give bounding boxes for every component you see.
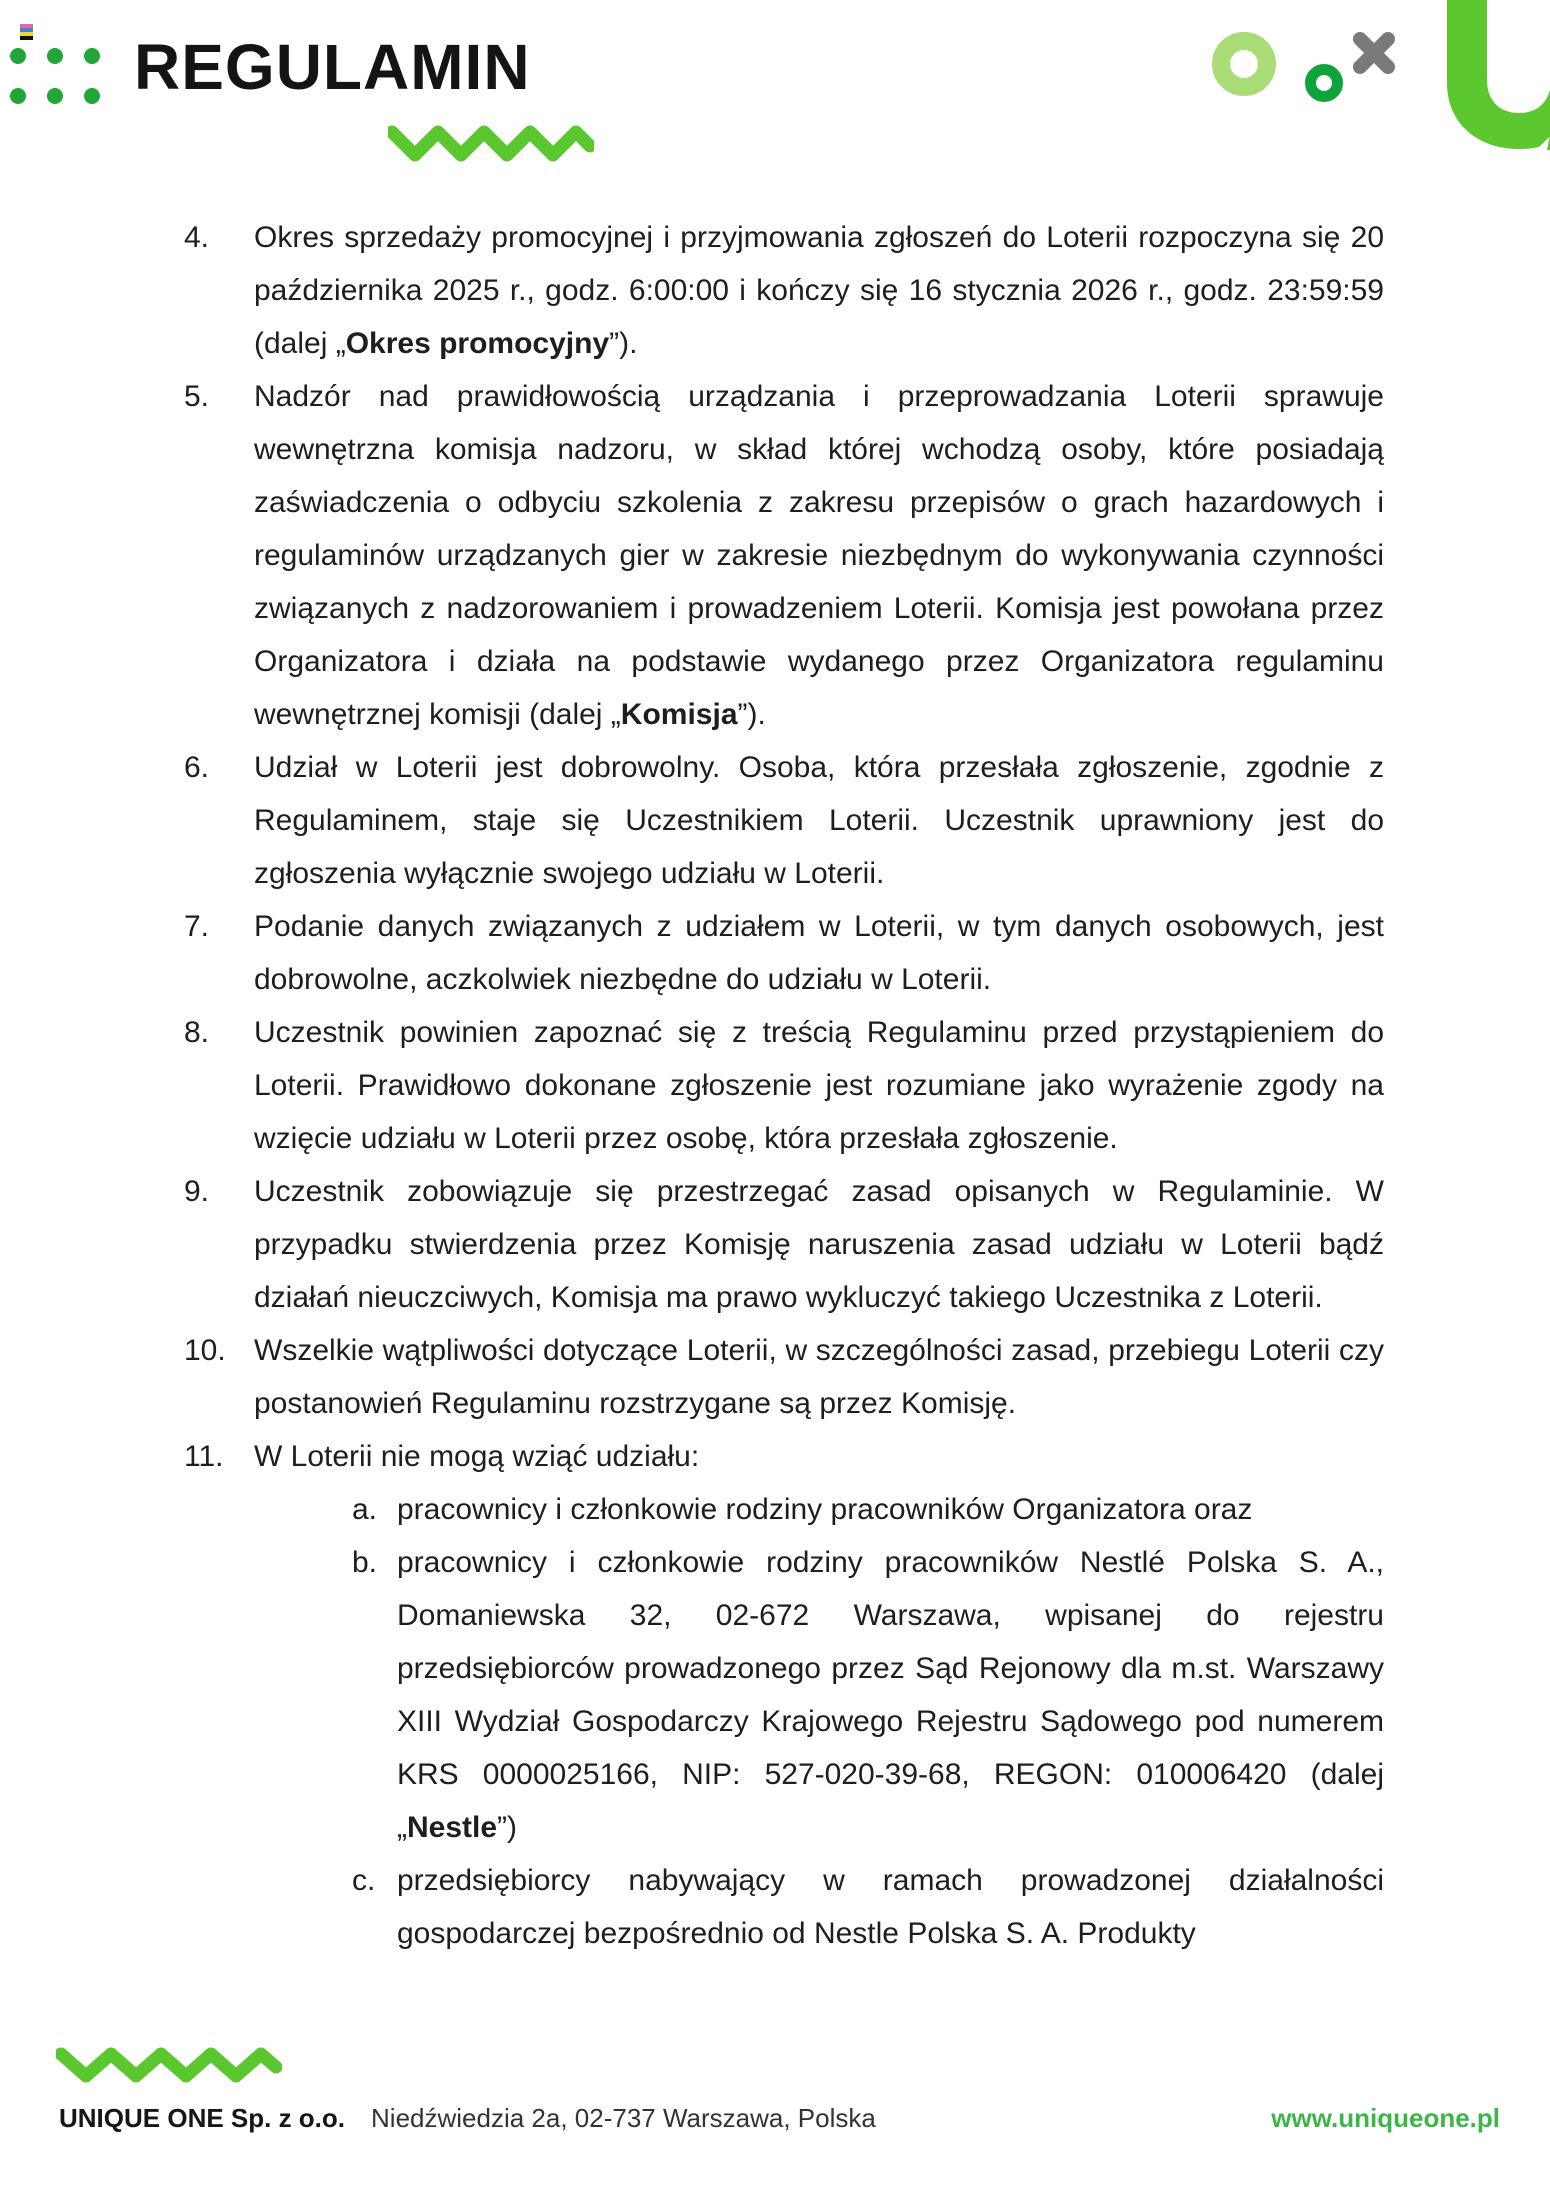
text-segment: Udział w Loterii jest dobrowolny. Osoba, która przesłała zgłoszenie, zgodnie z Regulaminem, staje się Uczestnikiem Loterii. Uczestnik uprawniony jest do zgłoszenia wyłącznie swojego udziału w Loterii.: [254, 751, 1384, 890]
subitem-text: [397, 1854, 1384, 1960]
text-segment: pracownicy i członkowie rodziny pracowników Nestlé Polska S. A., Domaniewska 32, 02-672 Warszawa, wpisanej do rejestru przedsiębiorców prowadzonego przez Sąd Rejonowy dla m.st. Warszawy XIII Wydział Gospodarczy Krajowego Rejestru Sądowego pod numerem KRS 0000025166, NIP: 527-020-39-68, REGON: 010006420 (dalej „: [397, 1546, 1384, 1844]
text-segment: Podanie danych związanych z udziałem w Loterii, w tym danych osobowych, jest dobrowolne, aczkolwiek niezbędne do udziału w Loterii.: [254, 910, 1384, 996]
text-segment: przedsiębiorcy nabywający w ramach prowadzonej działalności gospodarczej bezpośrednio od Nestle Polska S. A. Produkty: [397, 1864, 1384, 1950]
item-number: 5.: [184, 380, 210, 413]
item-text: [254, 211, 1384, 370]
text-segment: Wszelkie wątpliwości dotyczące Loterii, w szczególności zasad, przebiegu Loterii czy postanowień Regulaminu rozstrzygane są przez Komisję.: [254, 1334, 1384, 1420]
text-segment: ”).: [737, 698, 766, 731]
item-text: [254, 900, 1384, 1006]
page-title: REGULAMIN: [134, 31, 531, 103]
subitem-letter: c.: [352, 1864, 376, 1897]
list-item: [184, 370, 1384, 741]
item-number: 8.: [184, 1016, 210, 1049]
text-segment: ”).: [609, 327, 638, 360]
list-item: [184, 741, 1384, 900]
bold-text-segment: Okres promocyjny: [345, 327, 610, 360]
x-mark-icon: [1350, 29, 1398, 77]
dark-green-ring-icon: [1305, 64, 1343, 102]
item-text: [254, 1006, 1384, 1165]
footer-address: Niedźwiedzia 2a, 02-737 Warszawa, Polska: [371, 2103, 876, 2133]
item-number: 7.: [184, 910, 210, 943]
subitem-text: [397, 1483, 1384, 1536]
regulation-list: [184, 211, 1384, 1960]
item-text: [254, 1430, 1384, 1483]
subitem-letter: a.: [352, 1493, 378, 1526]
item-text: [254, 370, 1384, 741]
list-item: [184, 1165, 1384, 1324]
list-subitem: [352, 1536, 1384, 1854]
footer-company-name: UNIQUE ONE Sp. z o.o.: [59, 2103, 346, 2133]
text-segment: ”): [497, 1811, 518, 1844]
text-segment: Uczestnik zobowiązuje się przestrzegać zasad opisanych w Regulaminie. W przypadku stwierdzenia przez Komisję naruszenia zasad udziału w Loterii bądź działań nieuczciwych, Komisja ma prawo wykluczyć takiego Uczestnika z Loterii.: [254, 1175, 1384, 1314]
bold-text-segment: Nestle: [407, 1811, 498, 1844]
subitem-text: [397, 1536, 1384, 1854]
item-number: 11.: [184, 1440, 224, 1473]
list-item: [184, 1430, 1384, 1483]
text-segment: W Loterii nie mogą wziąć udziału:: [254, 1440, 700, 1473]
item-text: [254, 1165, 1384, 1324]
color-registration-mark-icon: [20, 24, 33, 40]
subitem-letter: b.: [352, 1546, 378, 1579]
green-dots-grid-icon: [10, 48, 100, 104]
list-item: [184, 900, 1384, 1006]
list-item: [184, 1006, 1384, 1165]
item-text: [254, 741, 1384, 900]
bold-text-segment: Komisja: [620, 698, 738, 731]
unique-one-u-logo-icon: [1437, 0, 1550, 150]
list-item: [184, 211, 1384, 370]
footer: [59, 2102, 1500, 2134]
footer-website-link[interactable]: www.uniqueone.pl: [1271, 2103, 1500, 2133]
list-subitem: [352, 1854, 1384, 1960]
item-number: 9.: [184, 1175, 210, 1208]
list-item: [184, 1324, 1384, 1430]
item-number: 4.: [184, 221, 210, 254]
footer-zigzag-icon: [56, 2046, 282, 2084]
list-subitem: [352, 1483, 1384, 1536]
item-number: 6.: [184, 751, 210, 784]
title-zigzag-icon: [388, 124, 594, 164]
light-green-ring-icon: [1212, 32, 1276, 96]
item-text: [254, 1324, 1384, 1430]
text-segment: Okres sprzedaży promocyjnej i przyjmowania zgłoszeń do Loterii rozpoczyna się 20 października 2025 r., godz. 6:00:00 i kończy się 16 stycznia 2026 r., godz. 23:59:59 (dalej „: [254, 221, 1384, 360]
text-segment: Uczestnik powinien zapoznać się z treścią Regulaminu przed przystąpieniem do Loterii. Prawidłowo dokonane zgłoszenie jest rozumiane jako wyrażenie zgody na wzięcie udziału w Loterii przez osobę, która przesłała zgłoszenie.: [254, 1016, 1384, 1155]
item-number: 10.: [184, 1334, 226, 1367]
text-segment: pracownicy i członkowie rodziny pracowników Organizatora oraz: [397, 1493, 1253, 1526]
text-segment: Nadzór nad prawidłowością urządzania i przeprowadzania Loterii sprawuje wewnętrzna komisja nadzoru, w skład której wchodzą osoby, które posiadają zaświadczenia o odbyciu szkolenia z zakresu przepisów o grach hazardowych i regulaminów urządzanych gier w zakresie niezbędnym do wykonywania czynności związanych z nadzorowaniem i prowadzeniem Loterii. Komisja jest powołana przez Organizatora i działa na podstawie wydanego przez Organizatora regulaminu wewnętrznej komisji (dalej „: [254, 380, 1384, 731]
